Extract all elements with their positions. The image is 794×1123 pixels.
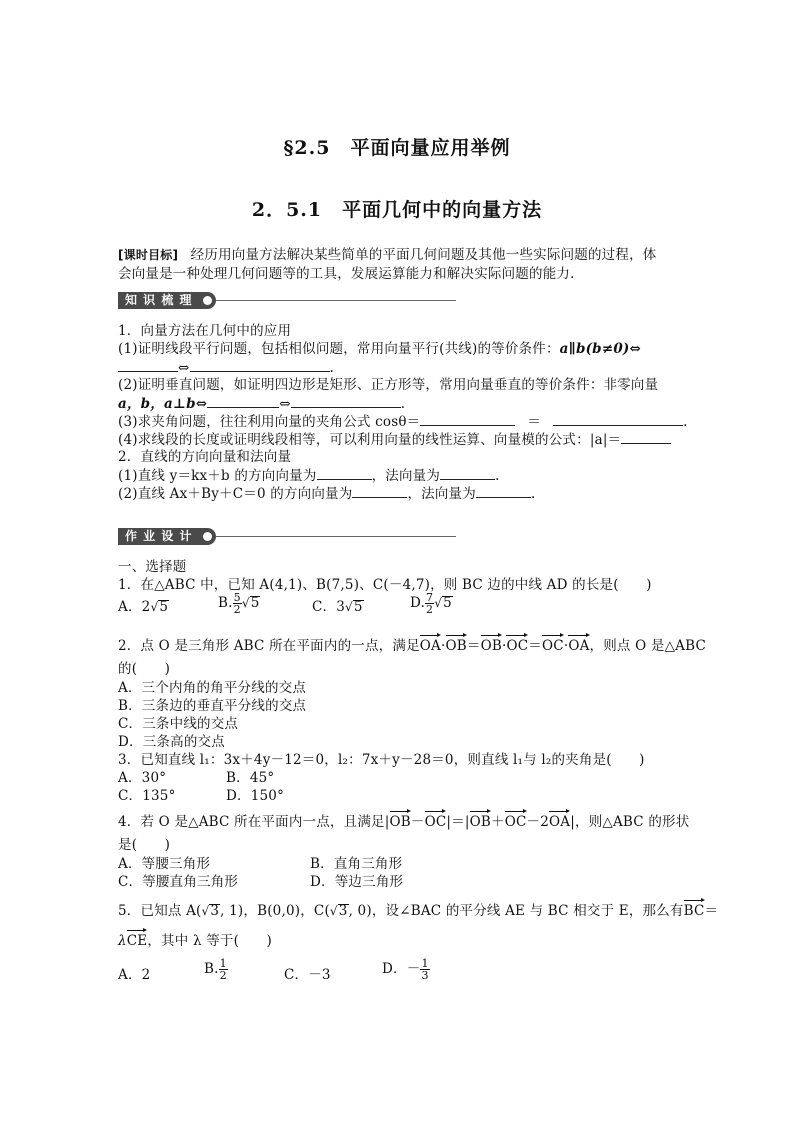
q3-option-b[interactable]: B．45° <box>226 770 275 786</box>
q4-option-d[interactable]: D．等边三角形 <box>310 874 404 890</box>
q2-option-a[interactable]: A．三个内角的角平分线的交点 <box>118 680 307 696</box>
goal-line-2: 会向量是一种处理几何问题等的工具，发展运算能力和解决实际问题的能力． <box>118 266 584 282</box>
q1-option-b[interactable]: B. $\frac{5}{2}$ √5 <box>218 591 260 616</box>
q1-option-d[interactable]: D. $\frac{7}{2}$ √5 <box>410 591 452 616</box>
homework-header-label: 作 业 设 计 <box>118 528 216 545</box>
k-item-1: 1．向量方法在几何中的应用 <box>118 323 292 339</box>
q5-option-c[interactable]: C．－3 <box>284 967 331 983</box>
q2-option-b[interactable]: B．三条边的垂直平分线的交点 <box>118 698 307 714</box>
q5-option-a[interactable]: A．2 <box>118 967 151 983</box>
bullet-icon <box>203 296 212 305</box>
q5-stem: 5．已知点 A(√3, 1)，B(0,0)，C(√3, 0)，设∠BAC 的平分线 AE 与 BC 相交于 E，那么有BC＝ <box>118 903 719 919</box>
k-item-2-1: (1)直线 y＝kx＋b 的方向向量为 ，法向量为 . <box>118 468 500 484</box>
goal-label: [课时目标] <box>118 248 179 262</box>
answer-blank[interactable] <box>207 394 279 408</box>
q3-option-a[interactable]: A．30° <box>118 770 167 786</box>
q4-stem-cont: 是( ) <box>118 837 171 853</box>
bullet-icon <box>203 532 212 541</box>
q5-stem-cont: λCE，其中 λ 等于( ) <box>118 933 272 949</box>
q3-stem: 3．已知直线 l₁：3x＋4y－12＝0，l₂：7x＋y－28＝0，则直线 l₁与 l₂的夹角是( ) <box>118 752 645 768</box>
k-item-1-2-cont: a，b，a⊥b⇔ ⇔ . <box>118 396 406 412</box>
subsection-title: 2．5.1 平面几何中的向量方法 <box>251 199 543 221</box>
answer-blank[interactable] <box>621 430 671 444</box>
hw-section: 一、选择题 <box>118 559 187 575</box>
answer-blank[interactable] <box>476 484 531 498</box>
q4-option-a[interactable]: A．等腰三角形 <box>118 856 211 872</box>
q2-option-c[interactable]: C．三条中线的交点 <box>118 716 239 732</box>
k-item-1-3: (3)求夹角问题，往往利用向量的夹角公式 cosθ＝ ＝ . <box>118 414 688 430</box>
q1-option-a[interactable]: A．2√5 <box>118 599 169 615</box>
q4-stem: 4．若 O 是△ABC 所在平面内一点，且满足|OB－OC|＝|OB＋OC－2OA|，则△ABC 的形状 <box>118 814 690 830</box>
q2-stem-cont: 的( ) <box>118 661 171 677</box>
answer-blank[interactable] <box>420 412 515 426</box>
answer-blank[interactable] <box>118 358 178 372</box>
q1-option-c[interactable]: C．3√5 <box>312 599 363 615</box>
q1-stem: 1．在△ABC 中，已知 A(4,1)、B(7,5)、C(－4,7)，则 BC 边的中线 AD 的长是( ) <box>118 577 652 593</box>
k-item-2: 2．直线的方向向量和法向量 <box>118 449 292 465</box>
k-item-2-2: (2)直线 Ax＋By＋C＝0 的方向向量为 ，法向量为 . <box>118 486 536 502</box>
answer-blank[interactable] <box>317 466 372 480</box>
answer-blank[interactable] <box>553 412 683 426</box>
header-rule <box>216 300 456 301</box>
k-item-1-4: (4)求线段的长度或证明线段相等，可以利用向量的线性运算、向量模的公式：|a|＝ <box>118 430 671 449</box>
q5-option-b[interactable]: B. $\frac{1}{2}$ <box>204 957 227 982</box>
answer-blank[interactable] <box>291 394 401 408</box>
k-item-1-1-cont: ⇔ . <box>118 358 334 377</box>
k-item-1-1: (1)证明线段平行问题，包括相似问题，常用向量平行(共线)的等价条件：a∥b(b≠0)⇔ <box>118 341 642 357</box>
q5-option-d[interactable]: D．－ $\frac{1}{3}$ <box>382 957 429 982</box>
knowledge-header-label: 知 识 梳 理 <box>118 292 216 309</box>
q3-option-c[interactable]: C．135° <box>118 788 176 804</box>
answer-blank[interactable] <box>440 466 495 480</box>
q4-option-c[interactable]: C．等腰直角三角形 <box>118 874 239 890</box>
answer-blank[interactable] <box>352 484 407 498</box>
q4-option-b[interactable]: B．直角三角形 <box>310 856 403 872</box>
answer-blank[interactable] <box>190 358 330 372</box>
homework-header <box>118 528 458 545</box>
header-rule <box>216 536 456 537</box>
section-title: §2.5 平面向量应用举例 <box>283 137 511 159</box>
k-item-1-2: (2)证明垂直问题，如证明四边形是矩形、正方形等，常用向量垂直的等价条件：非零向量 <box>118 377 659 393</box>
q3-option-d[interactable]: D．150° <box>226 788 285 804</box>
q2-stem: 2．点 O 是三角形 ABC 所在平面内的一点，满足OA·OB＝OB·OC＝OC·OA，则点 O 是△ABC <box>118 638 707 654</box>
goal-line-1: [课时目标] 经历用向量方法解决某些简单的平面几何问题及其他一些实际问题的过程，体 <box>118 247 657 263</box>
q2-option-d[interactable]: D．三条高的交点 <box>118 734 225 750</box>
knowledge-header <box>118 292 458 309</box>
